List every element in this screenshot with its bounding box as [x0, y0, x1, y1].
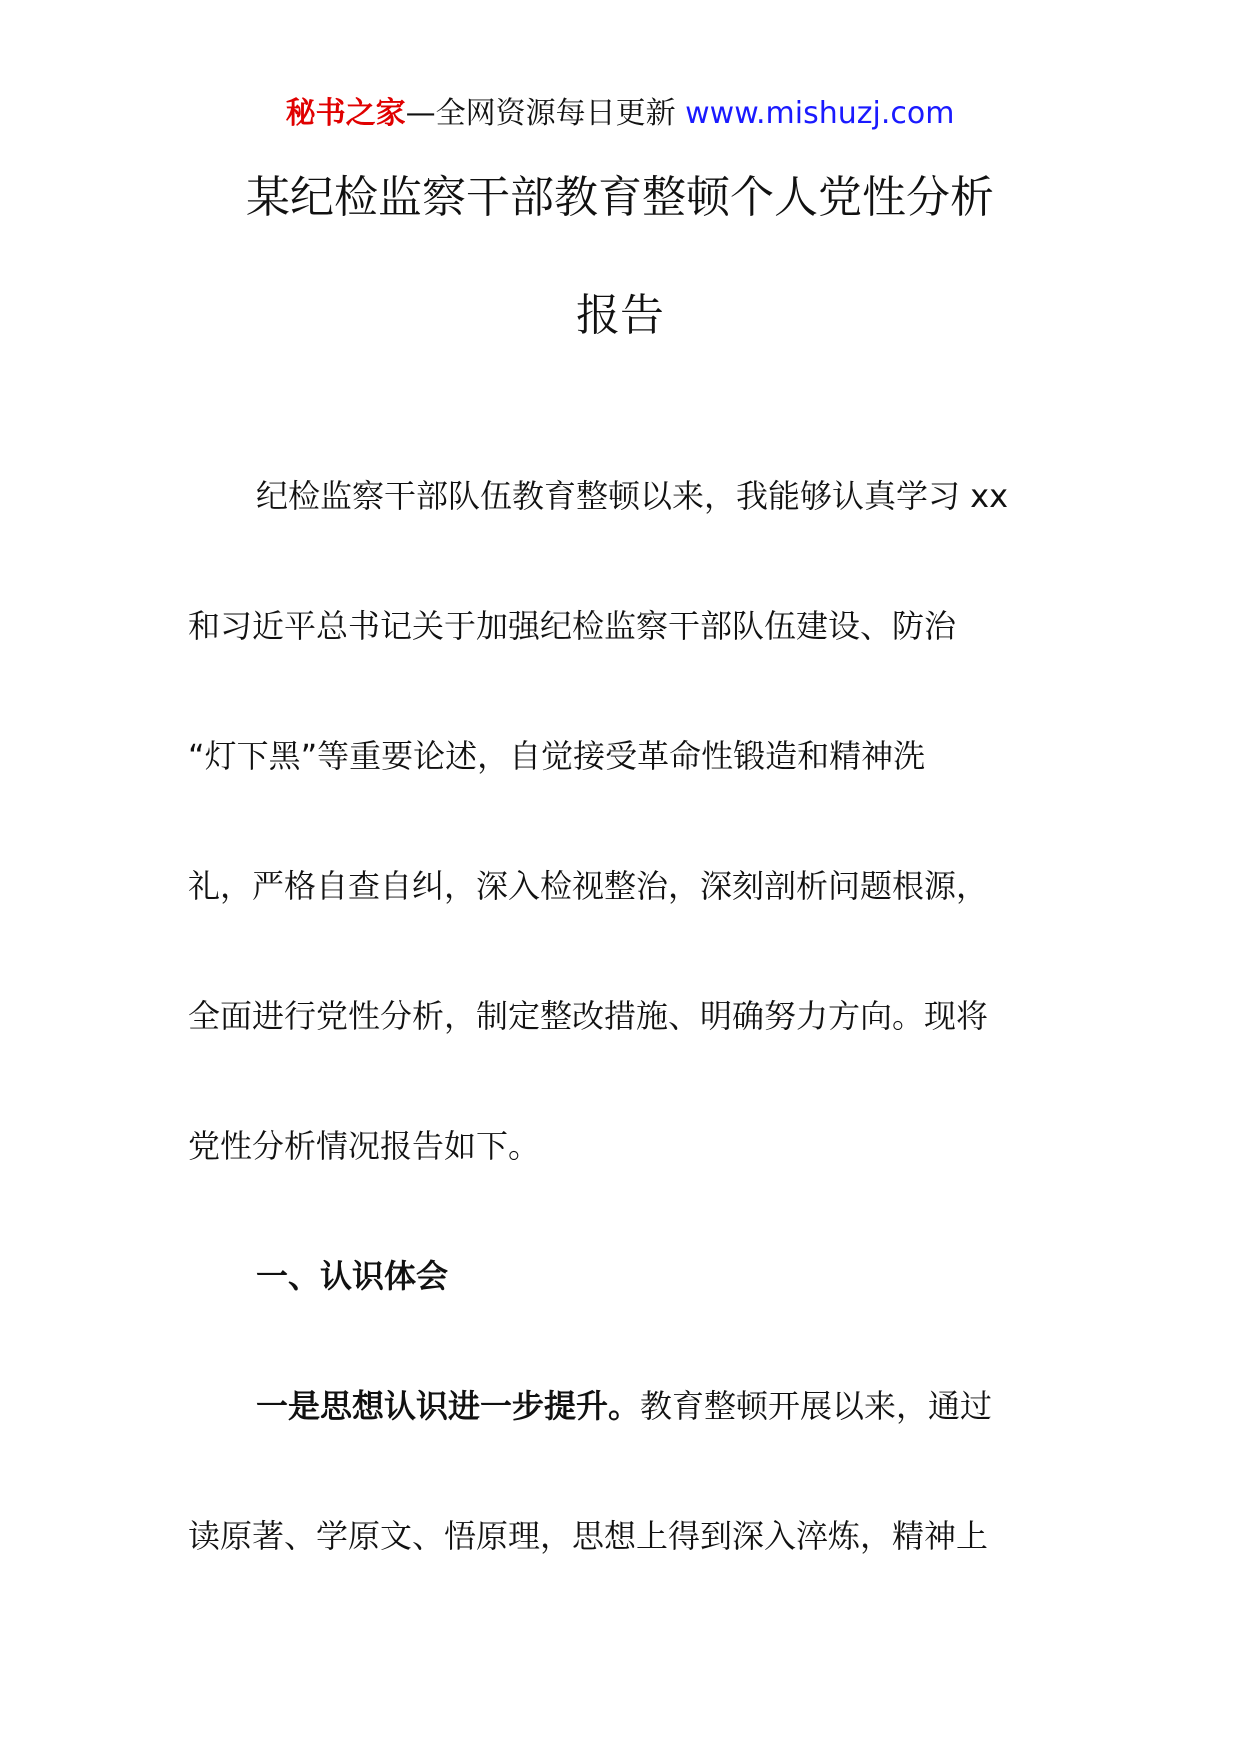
point-1-text: 教育整顿开展以来，通过	[640, 1387, 993, 1425]
intro-line-5: 全面进行党性分析，制定整改措施、明确努力方向。现将	[188, 997, 989, 1035]
intro-line-4: 礼，严格自查自纠，深入检视整治，深刻剖析问题根源，	[188, 867, 989, 905]
section-heading: 一、认识体会	[256, 1257, 449, 1295]
intro-line-3: “灯下黑”等重要论述，自觉接受革命性锻造和精神洗	[188, 737, 926, 775]
brand-name: 秘书之家	[285, 96, 406, 131]
document-title-line-2: 报告	[576, 290, 664, 341]
site-header	[0, 88, 1240, 140]
point-1-lead: 一是思想认识进一步提升。	[256, 1387, 641, 1425]
intro-line-6: 党性分析情况报告如下。	[188, 1127, 541, 1165]
document-title-line-1: 某纪检监察干部教育整顿个人党性分析	[246, 172, 994, 223]
header-tagline: —全网资源每日更新	[405, 96, 676, 131]
point-1-line-2: 读原著、学原文、悟原理，思想上得到深入淬炼，精神上	[188, 1517, 989, 1555]
point-1-line-1	[256, 1384, 992, 1428]
intro-line-2: 和习近平总书记关于加强纪检监察干部队伍建设、防治	[188, 607, 957, 645]
intro-line-1: 纪检监察干部队伍教育整顿以来，我能够认真学习 xx	[256, 477, 1009, 515]
site-url-link[interactable]: www.mishuzj.com	[685, 96, 955, 131]
